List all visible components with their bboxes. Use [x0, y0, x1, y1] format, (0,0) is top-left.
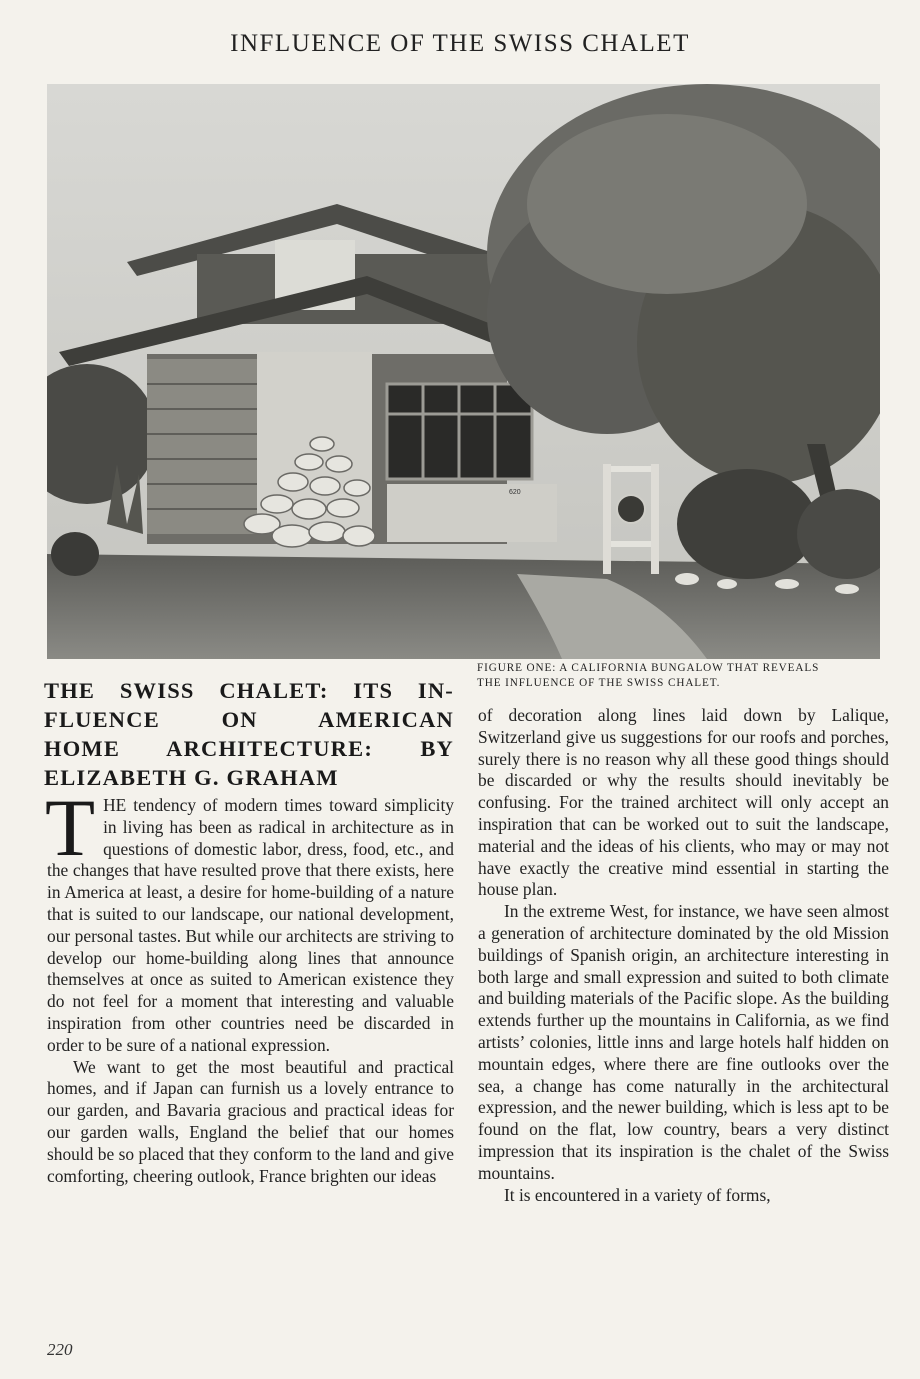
title-line: ELIZABETH G. GRAHAM [44, 765, 339, 790]
paragraph [45, 782, 454, 1057]
title-line: THE SWISS CHALET: ITS IN- [44, 678, 454, 703]
bungalow-photograph [47, 84, 880, 659]
page-number: 220 [47, 1340, 73, 1359]
paragraph: It is encountered in a variety of forms, [504, 1184, 771, 1205]
house-number: 620 [509, 489, 521, 496]
paragraph: of decoration along lines laid down by Lalique, Switzerland give us suggestions for our roofs and porches, surely there is no reason why all these good things should be discarded or why the results should inevitably be confusing. For the trained architect will only accept an inspiration that can be worked out to suit the landscape, material and the ideas of his clients, who may or may not have exactly the creative mind essential in starting the house plan. [478, 705, 889, 900]
caption-line: THE INFLUENCE OF THE SWISS CHALET. [477, 677, 721, 689]
paragraph-text: HE tendency of modern times toward simplicity in living has been as radical in architecture as in questions of domestic labor, dress, food, etc., and the changes that have resulted prove that there exists, here in America at least, a desire for home-building of a nature that is suited to our landscape, our national development, our personal tastes. But while our architects are striving to develop our home-building along lines that announce themselves at once as suited to American existence they do not feel for a moment that interesting and valuable inspiration from other countries need be discarded in order to be sure of a national expression. [47, 795, 454, 1055]
title-line: HOME ARCHITECTURE: BY [44, 736, 454, 761]
right-column [478, 705, 889, 1206]
figure-caption [477, 661, 897, 691]
article-title [44, 676, 454, 792]
drop-cap: T [45, 782, 96, 873]
title-line: FLUENCE ON AMERICAN [44, 707, 454, 732]
caption-line: FIGURE ONE: A CALIFORNIA BUNGALOW THAT REVEALS [477, 662, 820, 674]
running-head: INFLUENCE OF THE SWISS CHALET [230, 30, 690, 57]
paragraph: In the extreme West, for instance, we have seen almost a generation of architecture dominated by the old Mission buildings of Spanish origin, an architecture interesting in both large and small expression and suited to both climate and building materials of the Pacific slope. As the building extends further up the mountains in California, as we find artists’ colonies, little inns and large hotels half hidden on mountain edges, where there are fine outlooks over the sea, a change has come naturally in the architectural expression, and the newer building, which is less apt to be found on the flat, low country, bears a very distinct impression that its inspiration is the chalet of the Swiss mountains. [478, 901, 889, 1183]
paragraph: We want to get the most beautiful and practical homes, and if Japan can furnish us a lovely entrance to our garden, and Bavaria gracious and practical ideas for our garden walls, England the belief that our homes should be so placed that they conform to the land and give comforting, cheering outlook, France brighten our ideas [47, 1056, 454, 1186]
left-column [45, 782, 454, 1187]
